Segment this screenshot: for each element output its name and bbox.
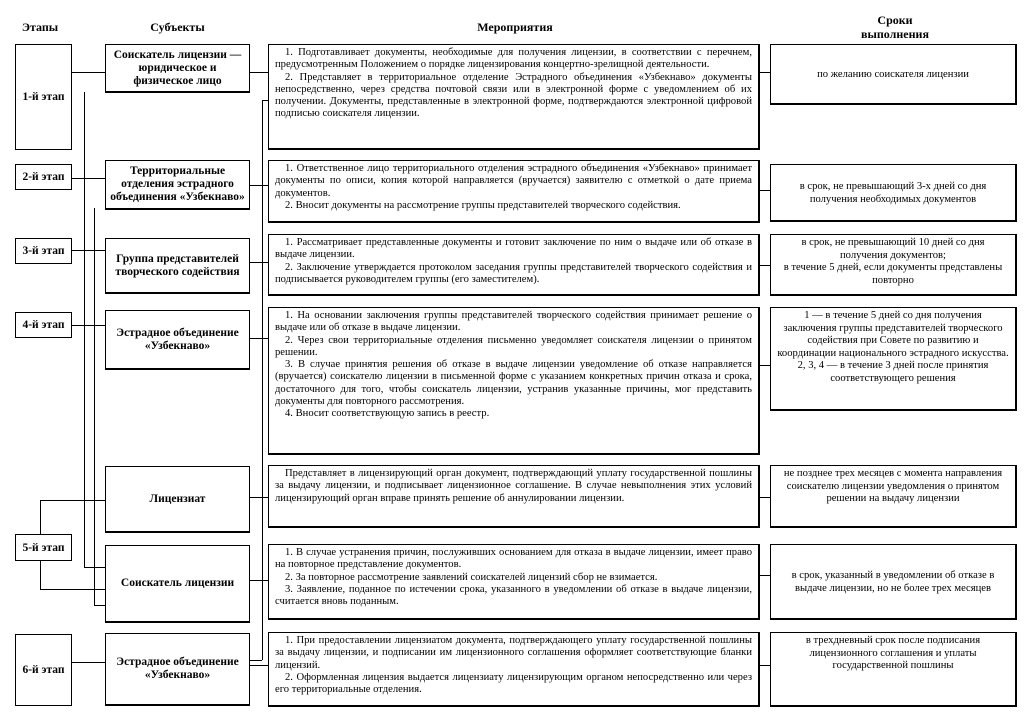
activity-text: 2. Заключение утверждается протоколом заседания группы представителей творческого содействия и подписывается руководителем группы (его заместителем). xyxy=(275,261,752,285)
deadline-text: в срок, не превышающий 3-х дней со дня получения необходимых документов xyxy=(799,181,987,205)
connector-line xyxy=(72,662,105,663)
activity-text: 2. За повторное рассмотрение заявлений соискателей лицензий сбор не взимается. xyxy=(285,571,658,583)
connector-line xyxy=(72,178,105,179)
activity-text: 4. Вносит соответствующую запись в реестр. xyxy=(285,408,490,420)
activity-text: 1. На основании заключения группы представителей творческого содействия принимает решение о выдаче или об отказе в выдаче лицензии. xyxy=(275,310,752,334)
activities-stage-4 xyxy=(268,307,760,455)
activity-text: 1. При предоставлении лицензиатом документа, подтверждающего уплату государственной пошлины за выдачу лицензии, и подписании им лицензионного соглашения оформляет соответствующие бланки лицензий. xyxy=(275,635,752,671)
activity-text: 3. В случае принятия решения об отказе в выдаче лицензии уведомление об отказе направляется (вручается) соискателю лицензии в письменной форме с указанием конкретных причин отказа и срока, достаточного для того, чтобы соискатель лицензии, устранив указанные причины, мог представить документы для повторного рассмотрения. xyxy=(275,359,752,408)
activities-stage-2 xyxy=(268,160,760,223)
connector-line xyxy=(250,185,268,186)
deadline-licensee xyxy=(770,465,1017,528)
connector-line xyxy=(760,72,770,73)
stage-5: 5-й этап xyxy=(15,534,72,561)
connector-line xyxy=(84,92,85,567)
subject-uzbeknavo-final: Эстрадное объединение «Узбекнаво» xyxy=(105,633,250,706)
activity-text: 1. В случае устранения причин, послуживших основанием для отказа в выдаче лицензии, имеет право на повторное представление документов. xyxy=(275,547,752,571)
connector-line xyxy=(72,250,105,251)
stage-1: 1-й этап xyxy=(15,44,72,150)
subject-applicant-repeat: Соискатель лицензии xyxy=(105,545,250,623)
connector-line xyxy=(760,365,770,366)
stage-6: 6-й этап xyxy=(15,634,72,706)
activity-text: 3. Заявление, поданное по истечении срока, указанного в уведомлении об отказе в выдаче лицензии, считается вновь поданным. xyxy=(275,583,752,608)
deadline-stage-3 xyxy=(770,234,1017,296)
deadline-text: по желанию соискателя лицензии xyxy=(817,68,969,80)
connector-line xyxy=(40,589,105,590)
activity-text: 2. Представляет в территориальное отделение Эстрадного объединения «Узбекнаво» документы непосредственно, через средства почтовой связи или в электронной форме с уведомлением об их получении. Документы, представленные в электронной форме, подтверждаются электронной цифровой подписью соискателя лицензии. xyxy=(275,71,752,120)
subject-licensee: Лицензиат xyxy=(105,466,250,533)
deadline-text: не позднее трех месяцев с момента направления соискателю лицензии уведомления о принятом решении на выдачу лицензии xyxy=(783,468,1003,504)
activities-licensee xyxy=(268,465,760,528)
deadline-text: в срок, указанный в уведомлении об отказе в выдаче лицензии, но не более трех месяцев xyxy=(791,570,995,594)
header-activities: Мероприятия xyxy=(477,20,553,34)
activity-text: 2. Через свои территориальные отделения письменно уведомляет соискателя лицензии о принятом решении. xyxy=(275,334,752,358)
header-deadlines xyxy=(835,13,955,41)
connector-line xyxy=(250,262,268,263)
connector-line xyxy=(40,561,41,589)
connector-line xyxy=(760,665,770,666)
deadline-text: 1 — в течение 5 дней со дня получения заключения группы представителей творческого содействия при Совете по развитию и координации национального эстрадного искусства. xyxy=(777,310,1009,359)
connector-line xyxy=(40,500,41,534)
activity-text: Представляет в лицензирующий орган документ, подтверждающий уплату государственной пошлины за выдачу лицензии, и подписывает лицензионное соглашение. В случае невыполнения этих условий лицензирующий орган вправе принять решение об аннулировании лицензии. xyxy=(275,468,752,504)
connector-line xyxy=(40,500,105,501)
header-stages: Этапы xyxy=(21,20,59,34)
stage-4: 4-й этап xyxy=(15,312,72,338)
connector-line xyxy=(250,660,262,661)
header-deadlines-line2: выполнения xyxy=(861,27,929,41)
deadline-text: в срок, не превышающий 10 дней со дня получения документов; xyxy=(801,237,985,261)
subject-creative-group: Группа представителей творческого содействия xyxy=(105,238,250,294)
subject-applicant: Соискатель лицензии — юридическое и физическое лицо xyxy=(105,44,250,93)
connector-line xyxy=(760,497,770,498)
connector-line xyxy=(760,265,770,266)
deadline-text: в течение 5 дней, если документы представлены повторно xyxy=(783,262,1003,286)
deadline-stage-2 xyxy=(770,164,1017,222)
subject-territorial-offices: Территориальные отделения эстрадного объединения «Узбекнаво» xyxy=(105,160,250,210)
activity-text: 1. Подготавливает документы, необходимые для получения лицензии, в соответствии с перечнем, предусмотренным Положением о порядке лицензирования концертно-зрелищной деятельности. xyxy=(275,47,752,71)
deadline-stage-6 xyxy=(770,632,1017,707)
stage-2: 2-й этап xyxy=(15,164,72,190)
connector-line xyxy=(94,208,95,605)
activity-text: 1. Ответственное лицо территориального отделения эстрадного объединения «Узбекнаво» принимает документы по описи, копия которой направляется (вручается) заявителю с отметкой о дате приема документов. xyxy=(275,163,752,199)
header-deadlines-line1: Сроки xyxy=(877,13,913,27)
activities-stage-1 xyxy=(268,44,760,150)
connector-line xyxy=(250,72,268,73)
deadline-stage-1 xyxy=(770,44,1017,105)
connector-line xyxy=(94,605,105,606)
connector-line xyxy=(250,497,268,498)
deadline-stage-4 xyxy=(770,307,1017,411)
activity-text: 2. Оформленная лицензия выдается лицензиату лицензирующим органом непосредственно или через его территориальные отделения. xyxy=(275,671,752,696)
connector-line xyxy=(250,665,268,666)
activities-stage-6 xyxy=(268,632,760,707)
connector-line xyxy=(760,190,770,191)
activities-stage-5 xyxy=(268,544,760,620)
stage-3: 3-й этап xyxy=(15,238,72,264)
connector-line xyxy=(262,100,263,660)
connector-line xyxy=(72,72,105,73)
deadline-text: 2, 3, 4 — в течение 3 дней после принятия соответствующего решения xyxy=(797,360,989,384)
connector-line xyxy=(760,575,770,576)
activity-text: 2. Вносит документы на рассмотрение группы представителей творческого содействия. xyxy=(285,199,681,211)
connector-line xyxy=(250,580,268,581)
deadline-stage-5 xyxy=(770,544,1017,620)
activities-stage-3 xyxy=(268,234,760,296)
connector-line xyxy=(250,338,268,339)
connector-line xyxy=(72,325,105,326)
subject-uzbeknavo: Эстрадное объединение «Узбекнаво» xyxy=(105,310,250,370)
activity-text: 1. Рассматривает представленные документы и готовит заключение по ним о выдаче или об отказе в выдаче лицензии. xyxy=(275,237,752,261)
header-subjects: Субъекты xyxy=(150,20,205,34)
deadline-text: в трехдневный срок после подписания лицензионного соглашения и уплаты государственной пошлины xyxy=(805,635,981,671)
